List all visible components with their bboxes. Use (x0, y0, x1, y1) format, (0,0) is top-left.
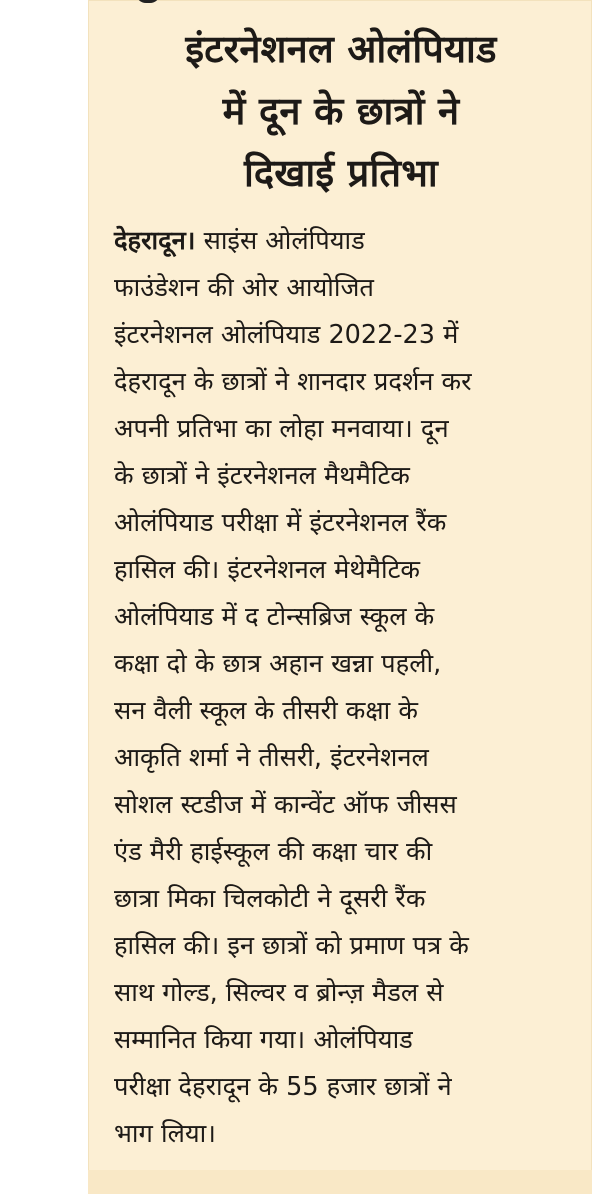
body-line: आकृति शर्मा ने तीसरी, इंटरनेशनल (114, 743, 429, 773)
headline-line: में दून के छात्रों ने (222, 89, 460, 133)
body-line: परीक्षा देहरादून के 55 हजार छात्रों ने (114, 1072, 452, 1102)
body-line: साथ गोल्ड, सिल्वर व ब्रोन्ज़ मैडल से (114, 978, 444, 1008)
clipping-bottom-edge (88, 1170, 592, 1194)
body-line: ओलंपियाड में द टोन्सब्रिज स्कूल के (114, 602, 435, 632)
body-line: देहरादून के छात्रों ने शानदार प्रदर्शन कर (114, 367, 472, 397)
body-line: ओलंपियाड परीक्षा में इंटरनेशनल रैंक (114, 508, 447, 538)
body-line: भाग लिया। (114, 1119, 216, 1149)
body-line: एंड मैरी हाईस्कूल की कक्षा चार की (114, 837, 433, 867)
body-line: हासिल की। इंटरनेशनल मेथेमैटिक (114, 555, 421, 585)
headline-line: दिखाई प्रतिभा (244, 151, 438, 195)
headline-line: इंटरनेशनल ओलंपियाड (185, 27, 497, 71)
article-headline (96, 18, 586, 204)
body-line: छात्रा मिका चिलकोटी ने दूसरी रैंक (114, 884, 426, 914)
body-line: अपनी प्रतिभा का लोहा मनवाया। दून (114, 414, 449, 444)
body-line: सम्मानित किया गया। ओलंपियाड (114, 1025, 413, 1055)
body-line: फाउंडेशन की ओर आयोजित (114, 273, 374, 303)
dateline: देहरादून। (114, 226, 196, 256)
body-line: के छात्रों ने इंटरनेशनल मैथमैटिक (114, 461, 410, 491)
body-line: सोशल स्टडीज में कान्वेंट ऑफ जीसस (114, 790, 457, 820)
body-line: कक्षा दो के छात्र अहान खन्ना पहली, (114, 649, 442, 679)
body-line: सन वैली स्कूल के तीसरी कक्षा के (114, 696, 418, 726)
article-body (114, 218, 584, 1158)
body-line: हासिल की। इन छात्रों को प्रमाण पत्र के (114, 931, 469, 961)
body-line: इंटरनेशनल ओलंपियाड 2022-23 में (114, 320, 459, 350)
body-line-text: साइंस ओलंपियाड (195, 226, 365, 256)
body-line (114, 218, 584, 265)
